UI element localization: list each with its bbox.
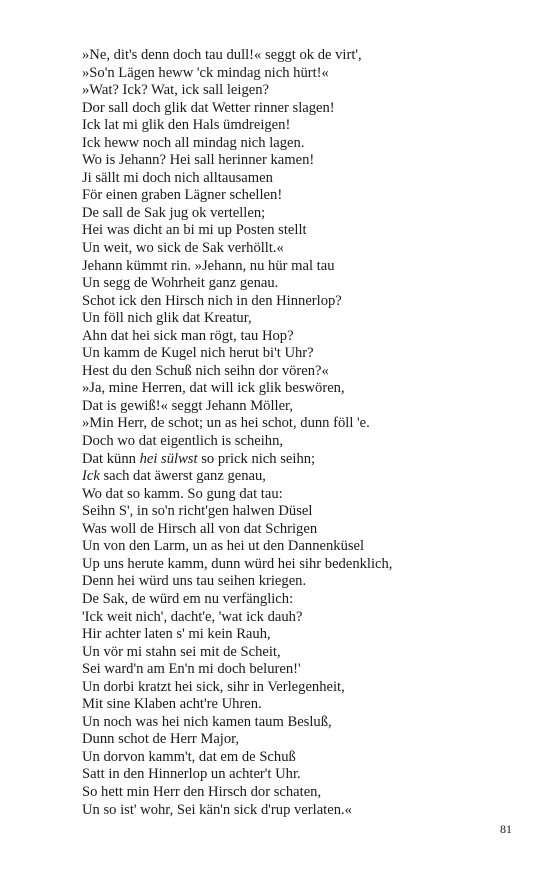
poem-line: För einen graben Lägner schellen!: [82, 187, 283, 204]
italic-emphasis: hei sülwst: [139, 450, 198, 467]
poem-line: Dunn schot de Herr Major,: [82, 731, 240, 748]
poem-line: Un so ist' wohr, Sei kän'n sick d'rup verlaten.«: [82, 801, 352, 818]
poem-line: [82, 468, 392, 486]
poem-line: Schot ick den Hirsch nich in den Hinnerlop?: [82, 292, 342, 309]
poem-line: Seihn S', in so'n richt'gen halwen Düsel: [82, 503, 313, 520]
poem-line: Ick heww noch all mindag nich lagen.: [82, 134, 305, 151]
page-number: 81: [500, 822, 512, 836]
poem-line: [82, 451, 392, 469]
poem-line: »Min Herr, de schot; un as hei schot, dunn föll 'e.: [82, 415, 370, 432]
italic-emphasis: Ick: [82, 468, 100, 485]
poem-line: Un vör mi stahn sei mit de Scheit,: [82, 643, 281, 660]
line-text: so prick nich seihn;: [197, 450, 316, 467]
poem-line: Denn hei würd uns tau seihen kriegen.: [82, 573, 307, 590]
poem-line: Up uns herute kamm, dunn würd hei sihr bedenklich,: [82, 555, 393, 572]
poem-line: Jehann kümmt rin. »Jehann, nu hür mal tau: [82, 257, 335, 274]
poem-line: Sei ward'n am En'n mi doch beluren!': [82, 661, 301, 678]
poem-line: Ahn dat hei sick man rögt, tau Hop?: [82, 327, 294, 344]
poem-line: »Ja, mine Herren, dat will ick glik beswören,: [82, 380, 345, 397]
poem-line: Doch wo dat eigentlich is scheihn,: [82, 433, 284, 450]
poem-line: So hett min Herr den Hirsch dor schaten,: [82, 783, 322, 800]
poem-line: Was woll de Hirsch all von dat Schrigen: [82, 520, 318, 537]
poem-line: Ick lat mi glik den Hals ümdreigen!: [82, 117, 291, 134]
poem-line: »Wat? Ick? Wat, ick sall leigen?: [82, 82, 270, 99]
poem-line: Wo is Jehann? Hei sall herinner kamen!: [82, 152, 315, 169]
poem-line: Un segg de Wohrheit ganz genau.: [82, 275, 279, 292]
poem-text: [82, 47, 392, 819]
poem-line: Hest du den Schuß nich seihn dor vören?«: [82, 362, 329, 379]
poem-line: Un kamm de Kugel nich herut bi't Uhr?: [82, 345, 314, 362]
poem-line: Ji sällt mi doch nich alltausamen: [82, 169, 273, 186]
poem-line: De sall de Sak jug ok vertellen;: [82, 204, 266, 221]
poem-line: »So'n Lägen heww 'ck mindag nich hürt!«: [82, 64, 329, 81]
poem-line: Un noch was hei nich kamen taum Besluß,: [82, 713, 332, 730]
poem-line: 'Ick weit nich', dacht'e, 'wat ick dauh?: [82, 608, 303, 625]
poem-line: Mit sine Klaben acht're Uhren.: [82, 696, 262, 713]
poem-line: Wo dat so kamm. So gung dat tau:: [82, 485, 283, 502]
poem-line: Un föll nich glik dat Kreatur,: [82, 310, 252, 327]
poem-line: Un von den Larm, un as hei ut den Dannenküsel: [82, 538, 365, 555]
poem-line: Dat is gewiß!« seggt Jehann Möller,: [82, 397, 293, 414]
poem-line: Hir achter laten s' mi kein Rauh,: [82, 626, 271, 643]
poem-line: Un dorbi kratzt hei sick, sihr in Verlegenheit,: [82, 678, 345, 695]
poem-line: Hei was dicht an bi mi up Posten stellt: [82, 222, 307, 239]
poem-line: Dor sall doch glik dat Wetter rinner slagen!: [82, 99, 335, 116]
poem-line: Satt in den Hinnerlop un achter't Uhr.: [82, 766, 301, 783]
poem-line: »Ne, dit's denn doch tau dull!« seggt ok de virt',: [82, 47, 362, 63]
poem-line: Un weit, wo sick de Sak verhöllt.«: [82, 240, 284, 257]
line-text: sach dat äwerst ganz genau,: [99, 468, 266, 485]
poem-line: Un dorvon kamm't, dat em de Schuß: [82, 748, 296, 765]
line-text: Dat künn: [82, 450, 140, 467]
poem-line: De Sak, de würd em nu verfänglich:: [82, 590, 294, 607]
